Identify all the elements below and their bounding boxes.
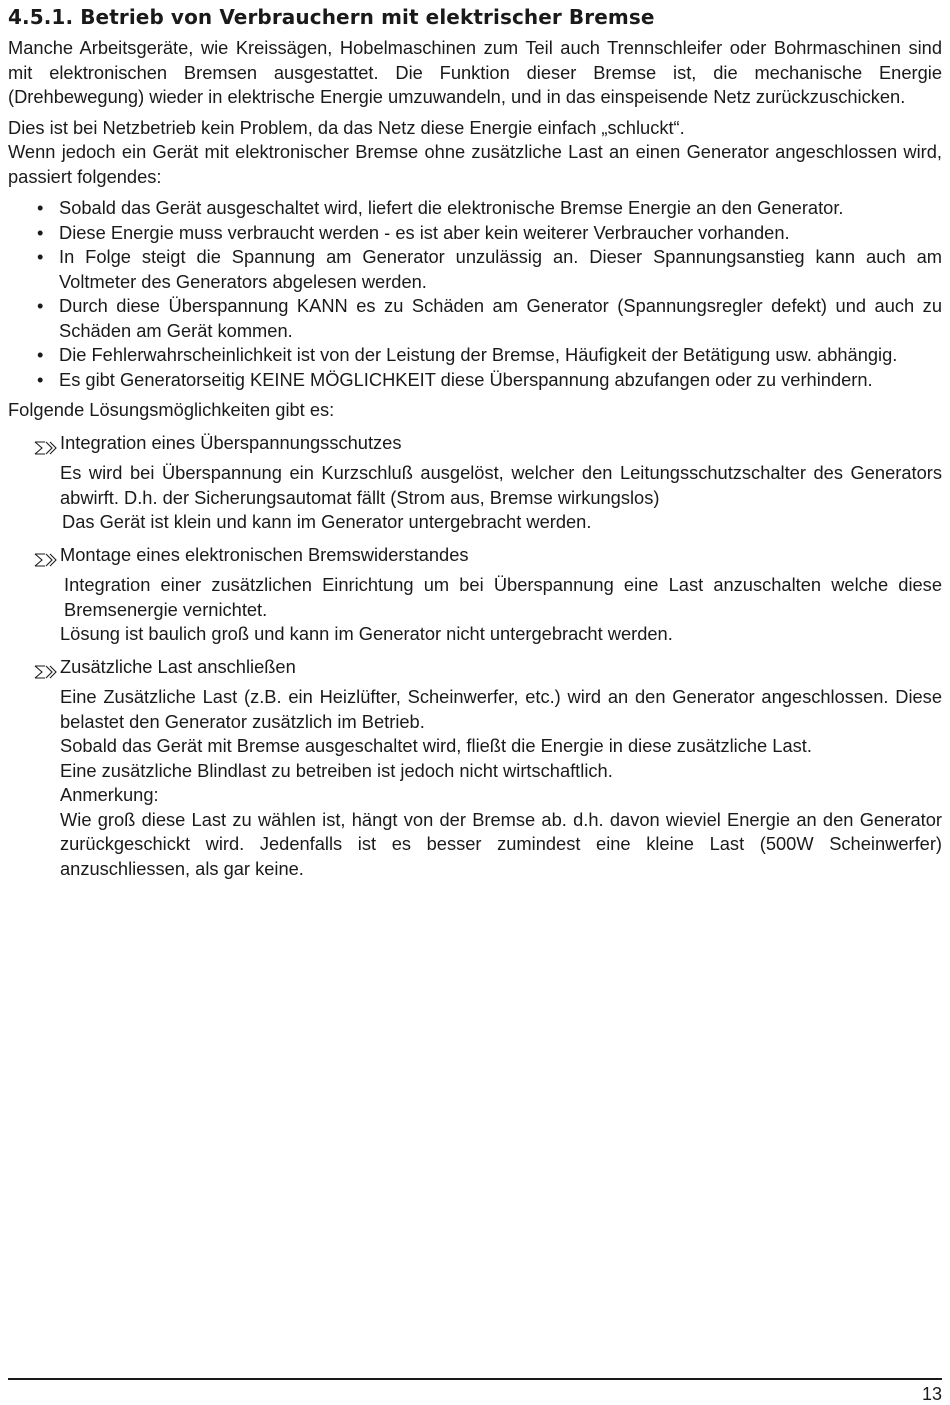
generator-paragraph: Wenn jedoch ein Gerät mit elektronischer Bremse ohne zusätzliche Last an einen Generator angeschlossen wird, passiert folgendes:	[8, 141, 942, 187]
list-item: • In Folge steigt die Spannung am Generator unzulässig an. Dieser Spannungsanstieg kann auch am Voltmeter des Generators abgelesen werden.	[37, 246, 942, 292]
solution-line: Integration einer zusätzlichen Einrichtung um bei Überspannung eine Last anzuschalten welche diese Bremsenergie vernichtet.	[64, 574, 942, 620]
arrow-pointer-icon	[34, 437, 60, 462]
bullet-icon: •	[37, 295, 44, 316]
solution-line: Eine zusätzliche Blindlast zu betreiben ist jedoch nicht wirtschaftlich.	[60, 759, 613, 781]
list-item: • Diese Energie muss verbraucht werden - es ist aber kein weiterer Verbraucher vorhanden.	[37, 221, 942, 246]
solution-title: Zusätzliche Last anschließen	[60, 655, 296, 677]
consequences-list	[8, 196, 942, 392]
arrow-pointer-icon	[34, 549, 60, 574]
solution-option	[8, 543, 942, 647]
grid-operation-paragraph: Dies ist bei Netzbetrieb kein Problem, da das Netz diese Energie einfach „schluckt“.	[8, 116, 685, 138]
solution-line: Wie groß diese Last zu wählen ist, hängt von der Bremse ab. d.h. davon wieviel Energie an den Generator zurückgeschickt wird. Jedenfalls ist es besser zumindest eine kleine Last (500W Scheinwerfer) anzuschliessen, als gar keine.	[60, 808, 942, 879]
solution-line: Es wird bei Überspannung ein Kurzschluß ausgelöst, welcher den Leitungsschutzschalter des Generators abwirft. D.h. der Sicherungsautomat fällt (Strom aus, Bremse wirkungslos)	[60, 462, 942, 508]
solution-line: Sobald das Gerät mit Bremse ausgeschaltet wird, fließt die Energie in diese zusätzliche Last.	[60, 735, 812, 756]
section-heading: 4.5.1. Betrieb von Verbrauchern mit elektrischer Bremse	[8, 5, 655, 29]
bullet-icon: •	[37, 246, 44, 267]
solution-title-row	[34, 431, 942, 462]
list-item: • Durch diese Überspannung KANN es zu Schäden am Generator (Spannungsregler defekt) und auch zu Schäden am Gerät kommen.	[37, 295, 942, 341]
solution-line: Lösung ist baulich groß und kann im Generator nicht untergebracht werden.	[60, 623, 673, 644]
bullet-icon: •	[37, 344, 44, 365]
solution-body	[34, 461, 942, 535]
bullet-icon: •	[37, 368, 44, 390]
solution-line: Eine Zusätzliche Last (z.B. ein Heizlüfter, Scheinwerfer, etc.) wird an den Generator angeschlossen. Diese belastet den Generator zusätzlich im Betrieb.	[60, 686, 942, 732]
arrow-pointer-icon	[34, 661, 60, 686]
solution-title: Integration eines Überspannungsschutzes	[60, 431, 402, 453]
bullet-icon: •	[37, 197, 44, 218]
solution-title: Montage eines elektronischen Bremswiderstandes	[60, 543, 469, 565]
list-item: • Sobald das Gerät ausgeschaltet wird, liefert die elektronische Bremse Energie an den Generator.	[37, 196, 942, 221]
document-page	[8, 4, 942, 881]
list-item: • Es gibt Generatorseitig KEINE MÖGLICHKEIT diese Überspannung abzufangen oder zu verhindern.	[37, 368, 942, 393]
intro-paragraph: Manche Arbeitsgeräte, wie Kreissägen, Hobelmaschinen zum Teil auch Trennschleifer oder Bohrmaschinen sind mit elektronischen Bremsen ausgestattet. Die Funktion dieser Bremse ist, die mechanische Energie (Drehbewegung) wieder in elektrische Energie umzuwandeln, und in das einspeisende Netz zurückzuschicken.	[8, 37, 942, 107]
bullet-icon: •	[37, 221, 44, 243]
solution-option	[8, 655, 942, 882]
page-number: 13	[921, 1384, 942, 1404]
solution-line: Das Gerät ist klein und kann im Generator untergebracht werden.	[62, 511, 592, 532]
footer-divider	[8, 1378, 942, 1380]
solution-line: Anmerkung:	[60, 784, 159, 805]
solution-title-row	[34, 543, 942, 574]
solution-option	[8, 431, 942, 535]
solution-body	[34, 685, 942, 881]
list-item: • Die Fehlerwahrscheinlichkeit ist von der Leistung der Bremse, Häufigkeit der Betätigung usw. abhängig.	[37, 343, 942, 368]
solution-title-row	[34, 655, 942, 686]
solutions-intro: Folgende Lösungsmöglichkeiten gibt es:	[8, 399, 335, 420]
solution-body	[34, 573, 942, 647]
